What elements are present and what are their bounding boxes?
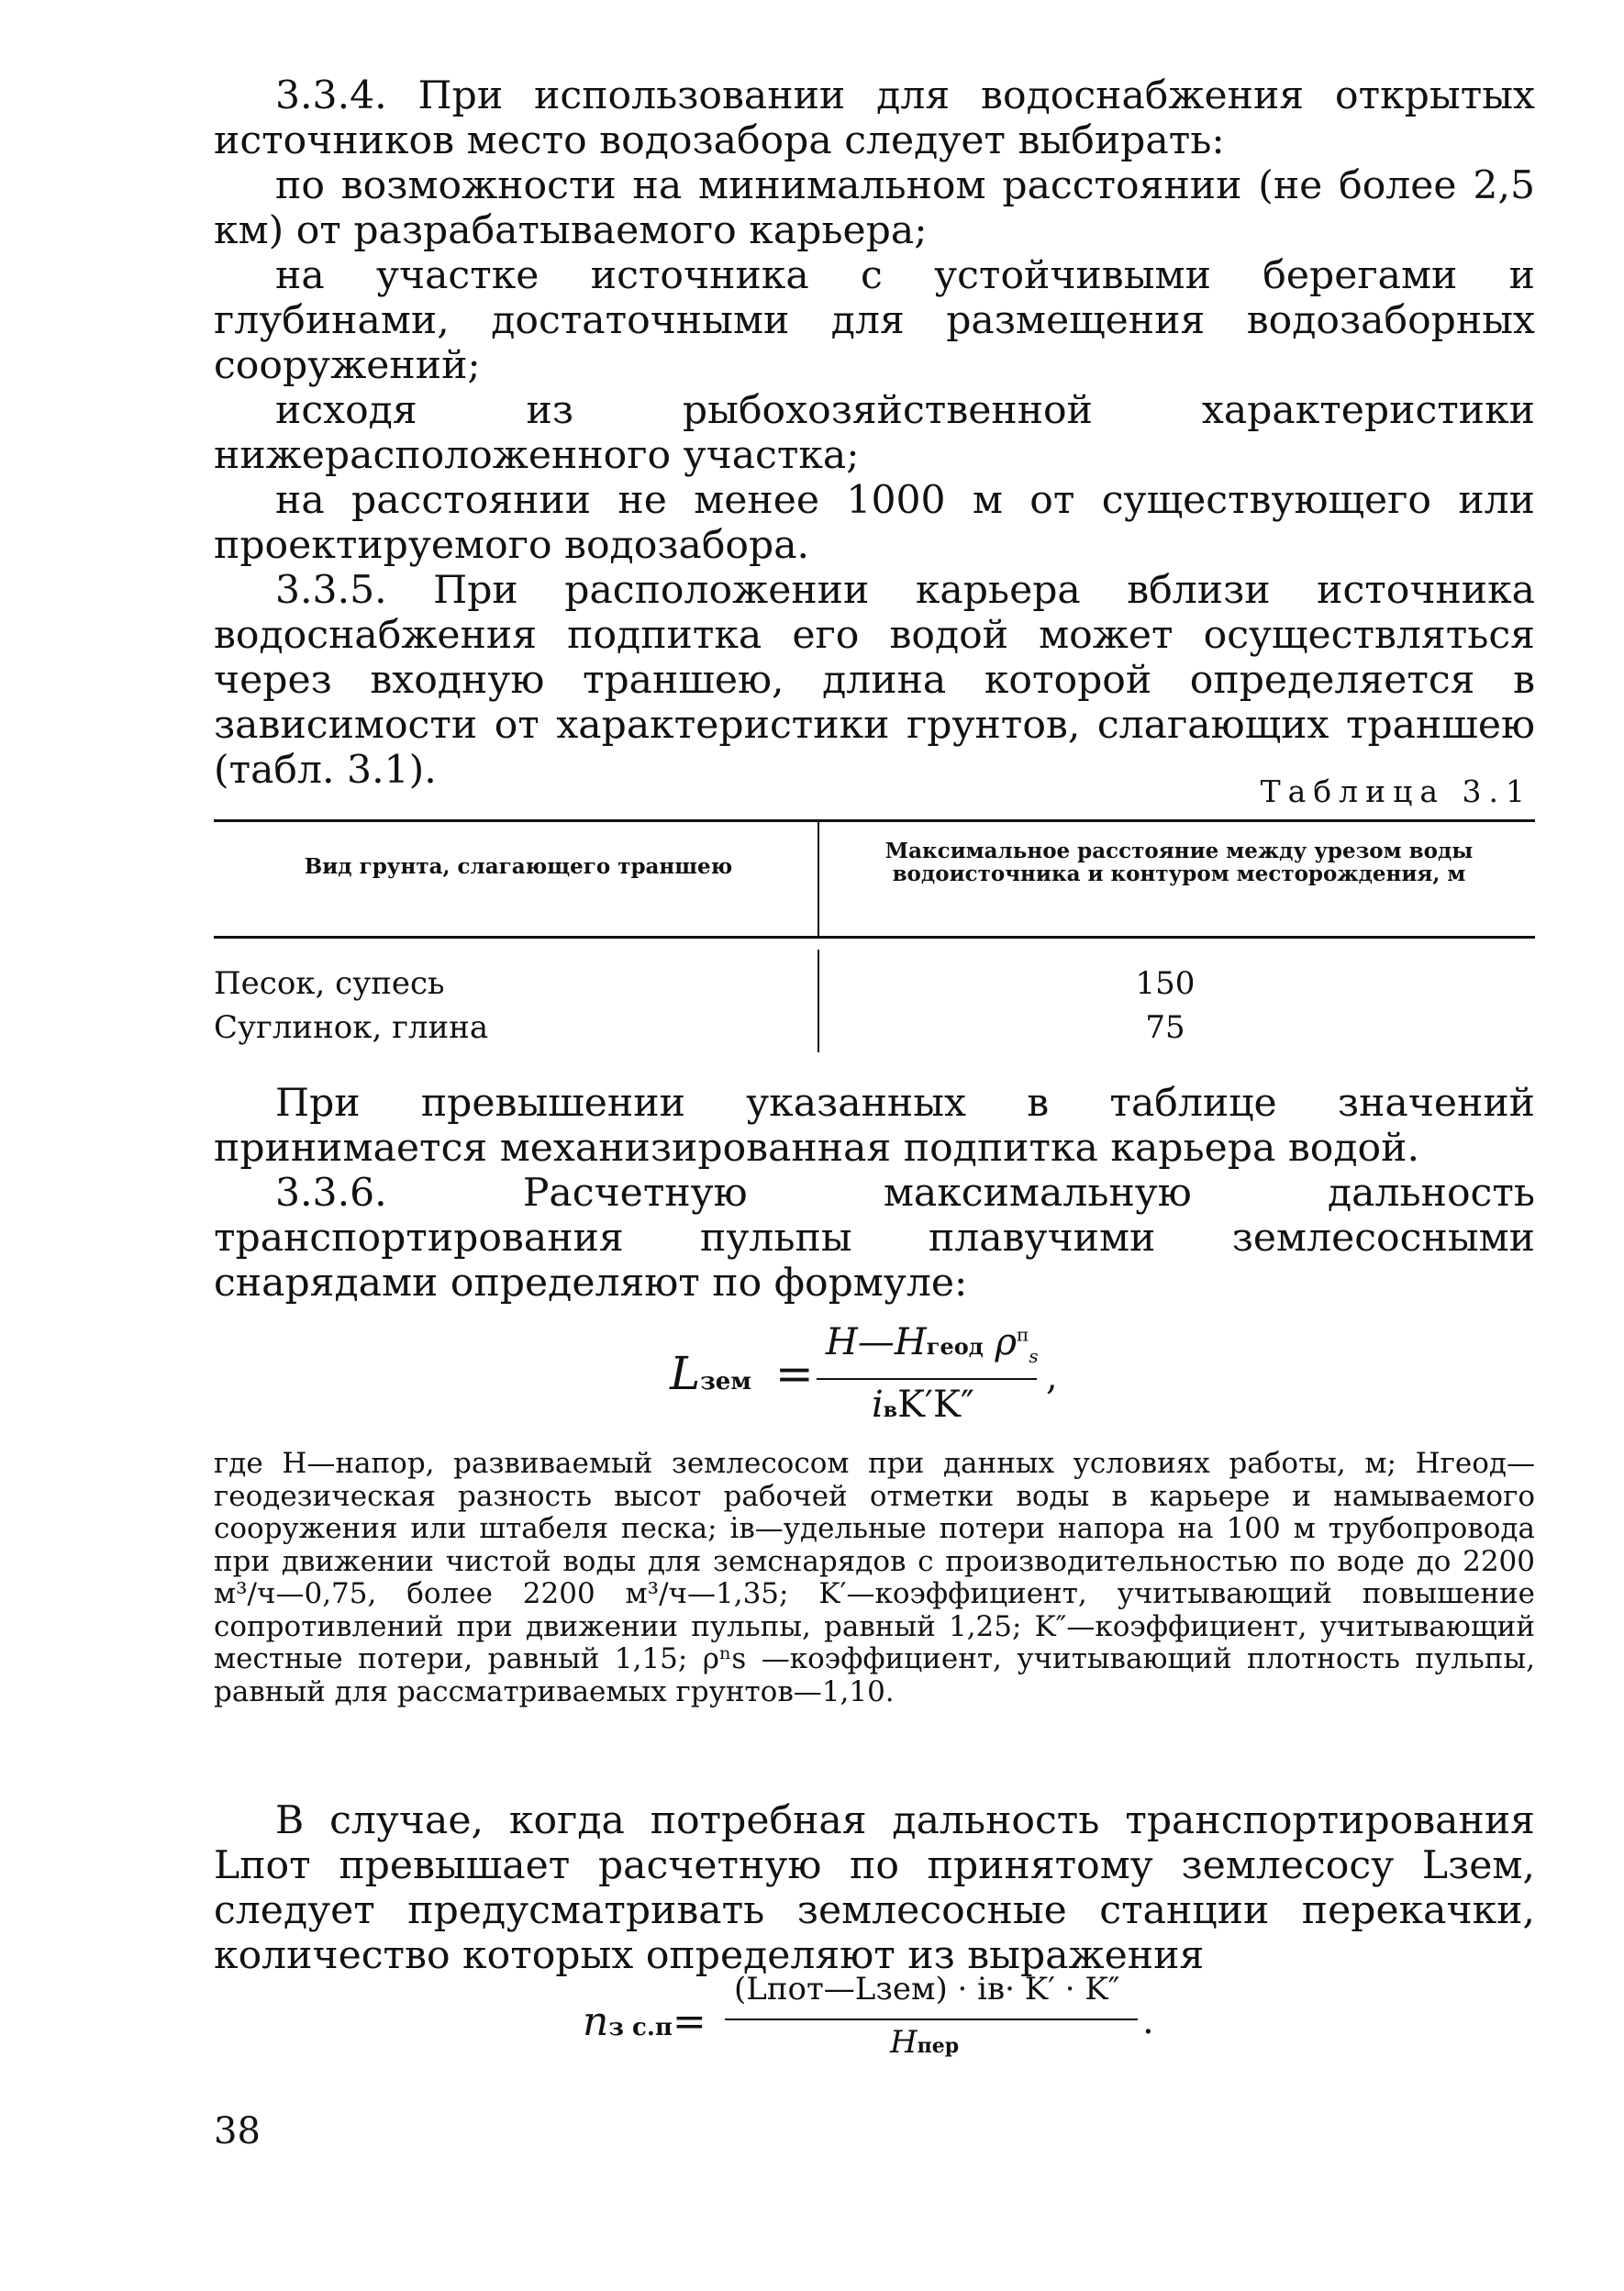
- paragraph-option-2: на участке источника с устойчивыми берегами и глубинами, достаточными для размещения водозаборных сооружений;: [214, 253, 1535, 388]
- paragraph-3-3-5: 3.3.5. При расположении карьера вблизи источника водоснабжения подпитка его водой может осуществляться через входную траншею, длина которой определяется в зависимости от характеристики грунтов, слагающих траншею (табл. 3.1).: [214, 568, 1535, 793]
- formula1-equals: =: [774, 1347, 814, 1400]
- formula1-denominator-sub: в: [883, 1398, 898, 1422]
- paragraph-table-note: При превышении указанных в таблице значений принимается механизированная подпитка карьера водой.: [214, 1081, 1535, 1171]
- formula2-fraction-bar: [725, 2019, 1138, 2020]
- formula1-tail: ,: [1046, 1356, 1058, 1398]
- formula-explanation-text: где H—напор, развиваемый землесосом при данных условиях работы, м; Hгеод—геодезическая разность высот рабочей отметки воды в карьере и намываемого сооружения или штабеля песка; iв—удельные потери напора на 100 м трубопровода при движении чистой воды для земснарядов с производительностью по воде до 2200 м³/ч—0,75, более 2200 м³/ч—1,35; K′—коэффициент, учитывающий повышение сопротивлений при движении пульпы, равный 1,25; K″—коэффициент, учитывающий местные потери, равный 1,15; ρⁿs —коэффициент, учитывающий плотность пульпы, равный для рассматриваемых грунтов—1,10.: [214, 1447, 1535, 1708]
- section-text-mid: [214, 1081, 1535, 1306]
- paragraph-3-3-6: 3.3.6. Расчетную максимальную дальность транспортирования пульпы плавучими землесосными снарядами определяют по формуле:: [214, 1171, 1535, 1306]
- section-text-top: [214, 73, 1535, 793]
- table-body-divider: [818, 950, 819, 1052]
- formula2-denominator-sub: пер: [917, 2034, 960, 2058]
- table-cell-distance-1: 150: [1135, 965, 1196, 1002]
- table-cell-distance-2: 75: [1145, 1009, 1185, 1046]
- formula1-lhs-sub: зем: [700, 1368, 751, 1396]
- table-col2-header: Максимальное расстояние между урезом воды водоисточника и контуром месторождения, м: [884, 839, 1474, 886]
- formula2-equals: =: [672, 1998, 706, 2045]
- table-top-rule: [214, 819, 1535, 822]
- formula2-tail: .: [1142, 2000, 1154, 2042]
- formula-explanation: [214, 1448, 1535, 1708]
- formula1-rho-sup: п: [1016, 1323, 1029, 1346]
- formula1-numerator-rho: ρ: [995, 1321, 1017, 1363]
- formula2-lhs-sub: з с.п: [608, 2014, 673, 2041]
- formula1-denominator-i: i: [872, 1384, 884, 1426]
- formula2-lhs: n: [583, 1998, 609, 2045]
- section-text-bottom: [214, 1798, 1535, 1978]
- table-caption: Таблица 3.1: [1260, 773, 1532, 809]
- formula2-denominator: H: [890, 2024, 918, 2061]
- table-header-divider: [818, 822, 819, 936]
- formula1-numerator-sub: геод: [926, 1333, 984, 1360]
- formula2-numerator: (Lпот—Lзем) · iв· K′ · K″: [734, 1971, 1120, 2007]
- paragraph-pumping-stations: В случае, когда потребная дальность транспортирования Lпот превышает расчетную по принятому землесосу Lзем, следует предусматривать землесосные станции перекачки, количество которых определяют из выражения: [214, 1798, 1535, 1978]
- paragraph-3-3-4: 3.3.4. При использовании для водоснабжения открытых источников место водозабора следует выбирать:: [214, 73, 1535, 163]
- paragraph-option-1: по возможности на минимальном расстоянии (не более 2,5 км) от разрабатываемого карьера;: [214, 163, 1535, 253]
- page-number: 38: [214, 2110, 261, 2152]
- paragraph-option-4: на расстоянии не менее 1000 м от существующего или проектируемого водозабора.: [214, 478, 1535, 568]
- formula1-numerator-h: H—H: [826, 1321, 927, 1363]
- table-cell-soil-1: Песок, супесь: [214, 965, 445, 1002]
- formula1-denominator-k: K′K″: [897, 1384, 974, 1426]
- table-col1-header: Вид грунта, слагающего траншею: [304, 854, 733, 879]
- formula1-lhs: L: [670, 1347, 701, 1400]
- table-cell-soil-2: Суглинок, глина: [214, 1009, 489, 1046]
- formula1-rho-sub: s: [1029, 1345, 1039, 1367]
- formula1-fraction-bar: [817, 1378, 1037, 1380]
- paragraph-option-3: исходя из рыбохозяйственной характеристики нижерасположенного участка;: [214, 388, 1535, 478]
- table-header-rule: [214, 936, 1535, 939]
